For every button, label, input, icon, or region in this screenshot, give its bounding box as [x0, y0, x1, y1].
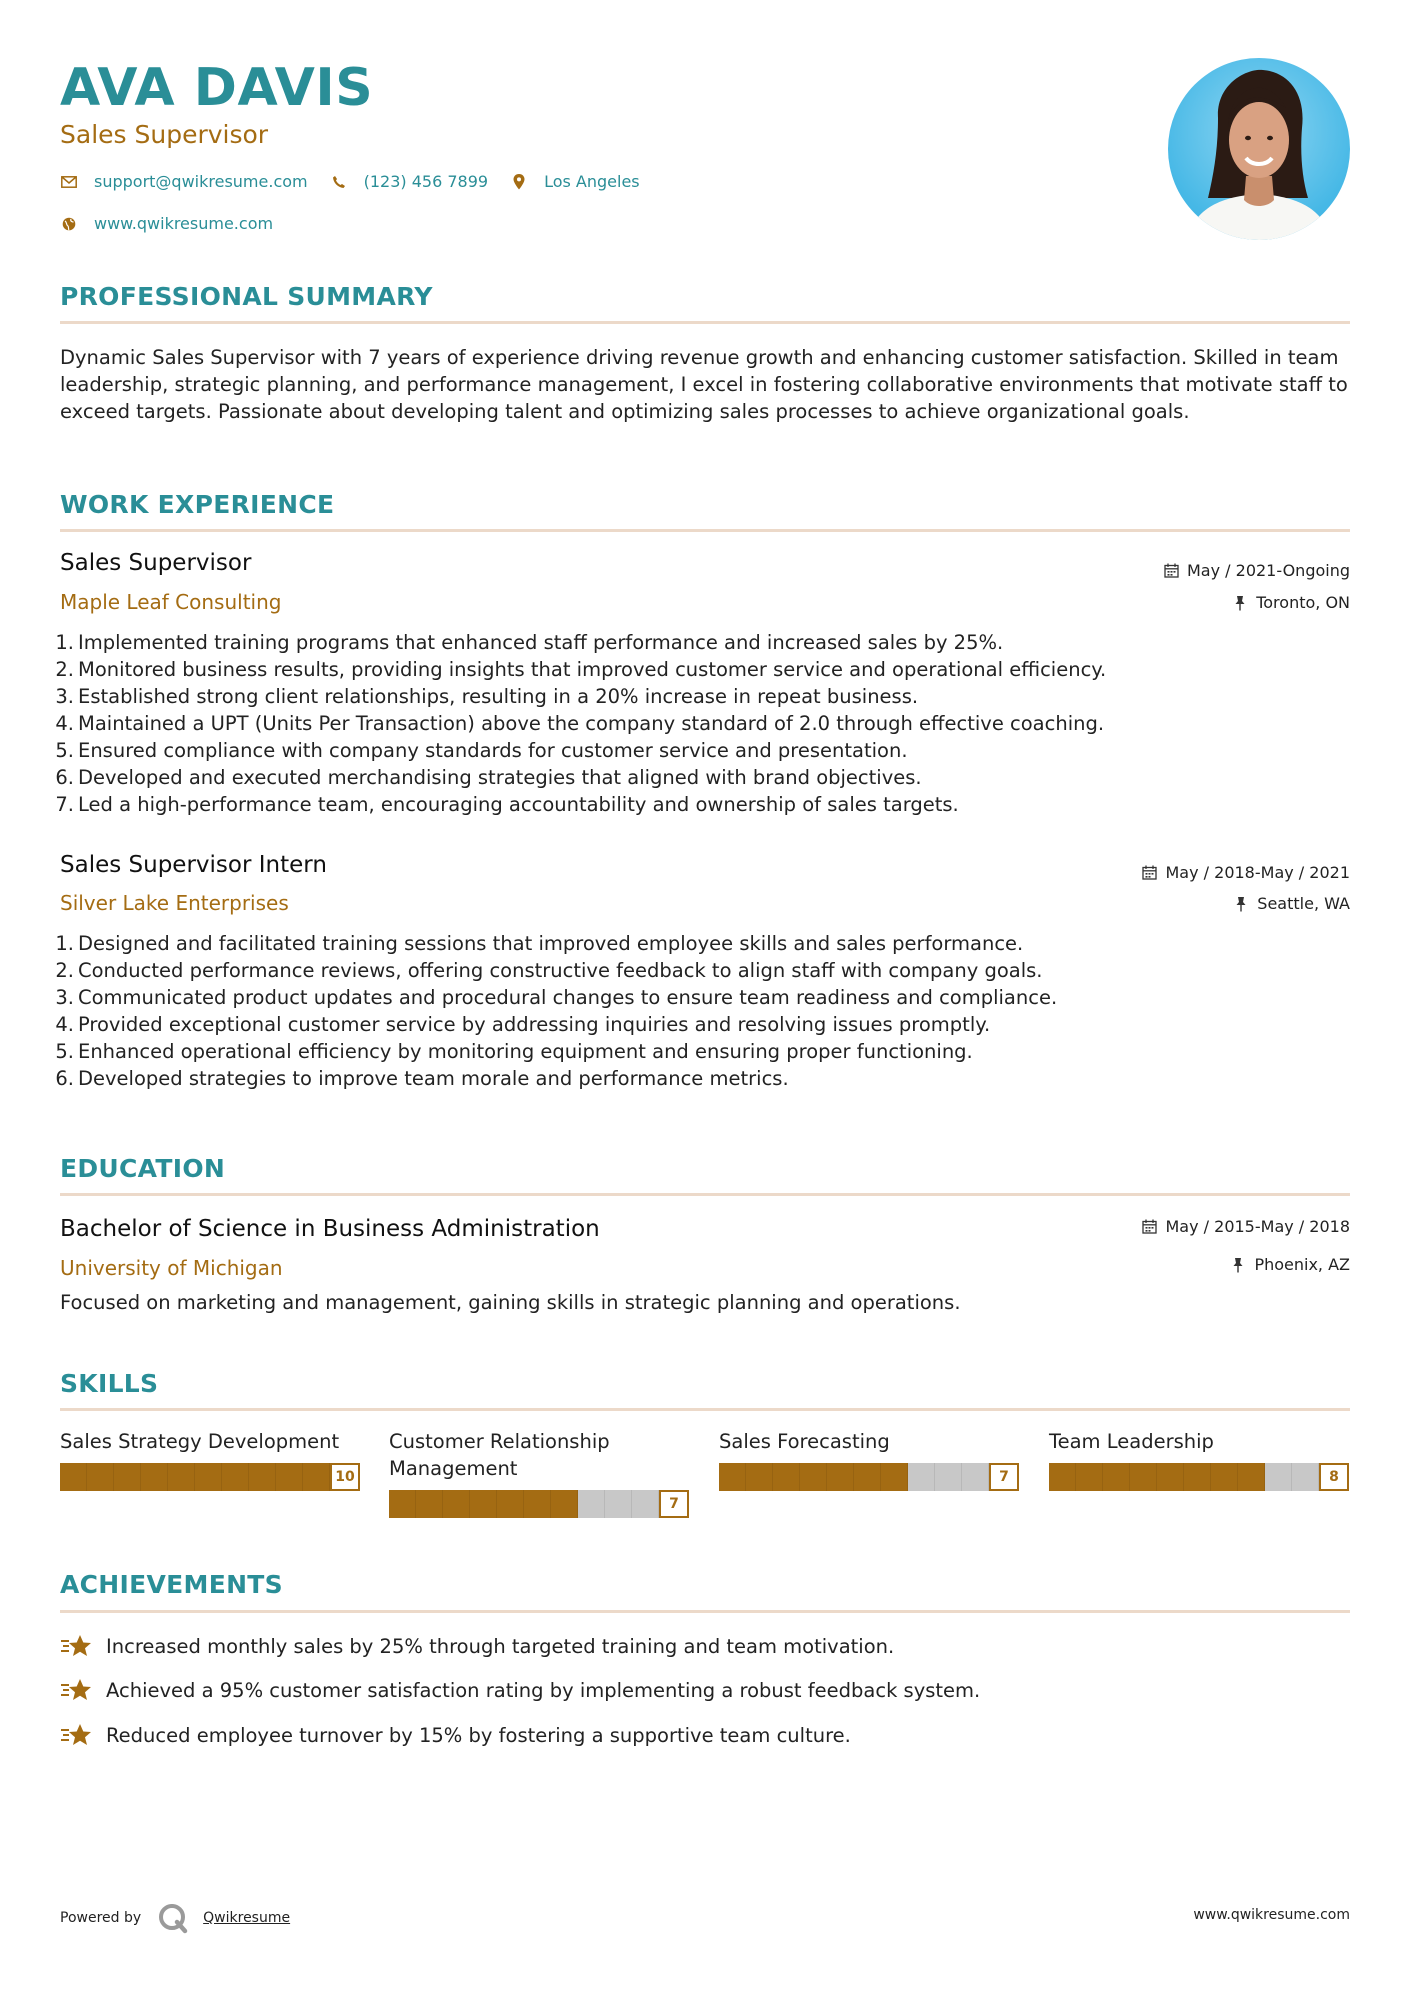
skills-divider	[60, 1408, 1350, 1411]
pushpin-icon	[1233, 896, 1249, 912]
job-location-text: Seattle, WA	[1257, 894, 1350, 913]
powered-by-label: Powered by	[60, 1910, 142, 1926]
skill-segment-empty	[1265, 1463, 1292, 1491]
skill-item	[60, 1428, 360, 1491]
list-item: 3. Communicated product updates and procedural changes to ensure team readiness and compliance.	[55, 986, 1058, 1009]
skill-segment-filled	[551, 1490, 578, 1518]
contact-row-secondary	[60, 214, 273, 233]
skill-segment-filled	[389, 1490, 416, 1518]
pushpin-icon	[1230, 1257, 1246, 1273]
skills-heading: SKILLS	[60, 1369, 159, 1398]
skill-segment-filled	[249, 1463, 276, 1491]
skill-level-value: 8	[1319, 1463, 1349, 1491]
skill-level-bar	[1049, 1463, 1349, 1491]
job-title: Sales Supervisor Intern	[60, 852, 327, 878]
skill-level-value: 10	[330, 1463, 360, 1491]
website-text: www.qwikresume.com	[94, 214, 274, 233]
skill-segment-empty	[578, 1490, 605, 1518]
skill-segment-filled	[443, 1490, 470, 1518]
calendar-icon	[1142, 1219, 1158, 1235]
skill-segment-filled	[1130, 1463, 1157, 1491]
skill-segment-filled	[141, 1463, 168, 1491]
skill-level-bar	[60, 1463, 360, 1491]
map-pin-icon	[510, 173, 528, 191]
achievement-text: Increased monthly sales by 25% through targeted training and team motivation.	[106, 1634, 895, 1658]
education-description: Focused on marketing and management, gaining skills in strategic planning and operations.	[60, 1291, 961, 1314]
skill-segment-filled	[1049, 1463, 1076, 1491]
skill-name: Team Leadership	[1049, 1430, 1214, 1453]
list-item: 1. Designed and facilitated training sessions that improved employee skills and sales performance.	[55, 932, 1024, 955]
education-dates	[1142, 1217, 1351, 1236]
skill-level-bar	[389, 1490, 689, 1518]
skill-segment-empty	[962, 1463, 989, 1491]
achievement-text: Achieved a 95% customer satisfaction rating by implementing a robust feedback system.	[106, 1678, 981, 1702]
skill-segment-filled	[773, 1463, 800, 1491]
job-dates-text: May / 2021-Ongoing	[1187, 561, 1350, 580]
list-item: 6. Developed and executed merchandising strategies that aligned with brand objectives.	[55, 766, 922, 789]
skill-segment-filled	[416, 1490, 443, 1518]
star-icon	[60, 1632, 92, 1660]
achievements-heading: ACHIEVEMENTS	[60, 1570, 283, 1599]
summary-heading: PROFESSIONAL SUMMARY	[60, 282, 433, 311]
achievements-divider	[60, 1610, 1350, 1613]
skill-segment-filled	[524, 1490, 551, 1518]
globe-icon	[60, 215, 78, 233]
job-dates	[1163, 561, 1350, 580]
qwikresume-logo-icon	[157, 1902, 189, 1934]
skill-segment-filled	[114, 1463, 141, 1491]
skill-item	[1049, 1428, 1349, 1491]
job-company: Silver Lake Enterprises	[60, 891, 289, 915]
job-dates	[1142, 863, 1351, 882]
education-heading: EDUCATION	[60, 1154, 226, 1183]
skill-segment-filled	[854, 1463, 881, 1491]
skill-segment-empty	[605, 1490, 632, 1518]
skill-level-value: 7	[659, 1490, 689, 1518]
skill-segment-filled	[276, 1463, 303, 1491]
location-contact	[510, 172, 640, 191]
phone-text: (123) 456 7899	[363, 172, 489, 191]
footer-powered-by	[60, 1902, 290, 1934]
skill-segment-filled	[746, 1463, 773, 1491]
skill-name: Sales Forecasting	[719, 1430, 890, 1453]
phone-icon	[330, 173, 348, 191]
list-item: 4. Provided exceptional customer service by addressing inquiries and resolving issues promptly.	[55, 1013, 991, 1036]
job-dates-text: May / 2018-May / 2021	[1165, 863, 1350, 882]
degree-title: Bachelor of Science in Business Administration	[60, 1216, 600, 1242]
skill-segment-filled	[497, 1490, 524, 1518]
skill-segment-filled	[222, 1463, 249, 1491]
skill-segment-filled	[1103, 1463, 1130, 1491]
footer-url[interactable]: www.qwikresume.com	[1193, 1907, 1350, 1923]
skill-segment-empty	[935, 1463, 962, 1491]
skill-segment-filled	[60, 1463, 87, 1491]
achievement-text: Reduced employee turnover by 15% by fostering a supportive team culture.	[106, 1723, 851, 1747]
skill-segment-filled	[800, 1463, 827, 1491]
summary-text: Dynamic Sales Supervisor with 7 years of experience driving revenue growth and enhancing customer satisfaction. Skilled in team leadership, strategic planning, and performance management, I excel in fostering collaborative environments that motivate staff to exceed targets. Passionate about developing talent and optimizing sales processes to achieve organizational goals.	[60, 346, 1348, 423]
education-location	[1230, 1255, 1350, 1274]
candidate-name: AVA DAVIS	[60, 58, 374, 118]
achievement-item	[60, 1632, 894, 1660]
skill-level-value: 7	[989, 1463, 1019, 1491]
achievement-item	[60, 1721, 851, 1749]
job-location	[1233, 894, 1350, 913]
list-item: 3. Established strong client relationships, resulting in a 20% increase in repeat business.	[55, 685, 919, 708]
job-responsibilities	[55, 930, 1338, 1092]
list-item: 7. Led a high-performance team, encouraging accountability and ownership of sales targets.	[55, 793, 959, 816]
skill-segment-filled	[1238, 1463, 1265, 1491]
job-location-text: Toronto, ON	[1256, 593, 1350, 612]
skill-name: Customer Relationship Management	[389, 1430, 610, 1480]
star-icon	[60, 1676, 92, 1704]
list-item: 1. Implemented training programs that enhanced staff performance and increased sales by 25%.	[55, 631, 1004, 654]
candidate-title: Sales Supervisor	[60, 120, 269, 149]
job-company: Maple Leaf Consulting	[60, 590, 282, 614]
skill-item	[719, 1428, 1019, 1491]
envelope-icon	[60, 173, 78, 191]
email-text: support@qwikresume.com	[94, 172, 308, 191]
summary-divider	[60, 321, 1350, 324]
list-item: 2. Monitored business results, providing insights that improved customer service and operational efficiency.	[55, 658, 1107, 681]
brand-link[interactable]: Qwikresume	[203, 1910, 291, 1926]
skill-level-bar	[719, 1463, 1019, 1491]
job-location	[1232, 593, 1350, 612]
school-name: University of Michigan	[60, 1256, 283, 1280]
calendar-icon	[1163, 563, 1179, 579]
skill-segment-filled	[470, 1490, 497, 1518]
skill-segment-filled	[827, 1463, 854, 1491]
list-item: 5. Ensured compliance with company standards for customer service and presentation.	[55, 739, 908, 762]
skill-segment-filled	[1211, 1463, 1238, 1491]
phone-contact[interactable]	[330, 172, 488, 191]
skill-segment-empty	[908, 1463, 935, 1491]
list-item: 4. Maintained a UPT (Units Per Transaction) above the company standard of 2.0 through effective coaching.	[55, 712, 1105, 735]
calendar-icon	[1142, 865, 1158, 881]
skill-segment-empty	[632, 1490, 659, 1518]
skill-name: Sales Strategy Development	[60, 1430, 340, 1453]
skill-segment-filled	[1076, 1463, 1103, 1491]
skill-segment-filled	[168, 1463, 195, 1491]
profile-photo	[1168, 58, 1350, 240]
skill-segment-filled	[195, 1463, 222, 1491]
location-text: Los Angeles	[544, 172, 640, 191]
skill-segment-filled	[87, 1463, 114, 1491]
skill-segment-filled	[1184, 1463, 1211, 1491]
skill-segment-filled	[1157, 1463, 1184, 1491]
website-contact[interactable]	[60, 214, 273, 233]
job-title: Sales Supervisor	[60, 550, 252, 576]
experience-divider	[60, 529, 1350, 532]
contact-row-primary	[60, 172, 640, 191]
pushpin-icon	[1232, 595, 1248, 611]
list-item: 2. Conducted performance reviews, offering constructive feedback to align staff with company goals.	[55, 959, 1043, 982]
skill-segment-filled	[881, 1463, 908, 1491]
skill-segment-filled	[303, 1463, 330, 1491]
skill-segment-empty	[1292, 1463, 1319, 1491]
education-dates-text: May / 2015-May / 2018	[1165, 1217, 1350, 1236]
list-item: 6. Developed strategies to improve team morale and performance metrics.	[55, 1067, 789, 1090]
email-contact[interactable]	[60, 172, 308, 191]
star-icon	[60, 1721, 92, 1749]
skill-segment-filled	[719, 1463, 746, 1491]
list-item: 5. Enhanced operational efficiency by monitoring equipment and ensuring proper functioning.	[55, 1040, 973, 1063]
skill-item	[389, 1428, 689, 1518]
achievement-item	[60, 1676, 980, 1704]
experience-heading: WORK EXPERIENCE	[60, 490, 335, 519]
education-divider	[60, 1193, 1350, 1196]
job-responsibilities	[55, 629, 1338, 818]
education-location-text: Phoenix, AZ	[1254, 1255, 1350, 1274]
